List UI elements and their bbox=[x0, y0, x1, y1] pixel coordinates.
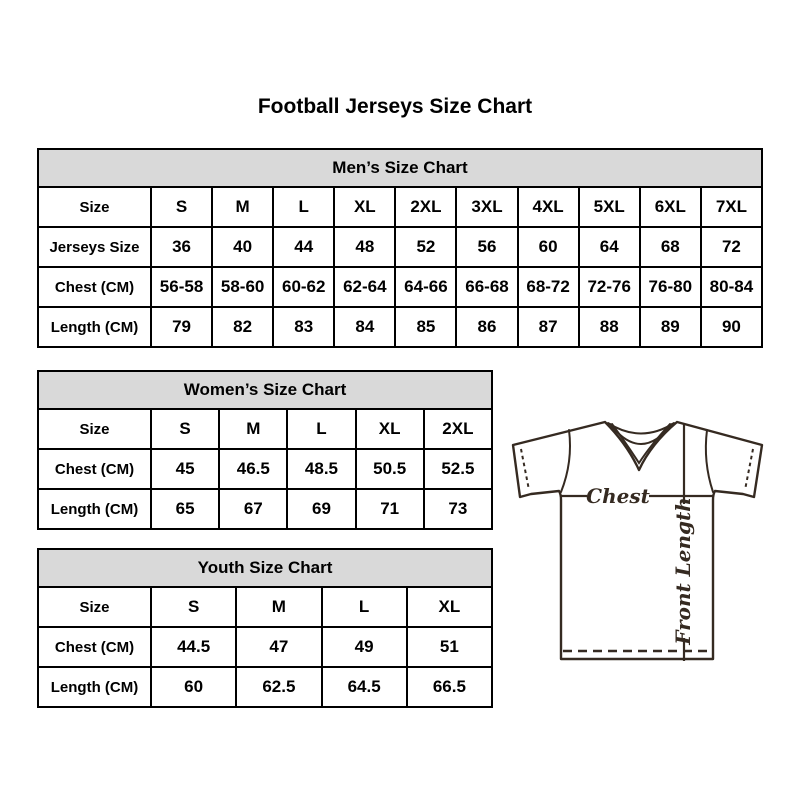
value-cell: 36 bbox=[151, 227, 212, 267]
table-row bbox=[38, 587, 492, 627]
table-title-row bbox=[38, 149, 762, 187]
value-cell: 65 bbox=[151, 489, 219, 529]
value-cell: 62.5 bbox=[236, 667, 321, 707]
table-row bbox=[38, 667, 492, 707]
value-cell: 52.5 bbox=[424, 449, 492, 489]
table-title-row bbox=[38, 549, 492, 587]
value-cell: 72-76 bbox=[579, 267, 640, 307]
value-cell: 62-64 bbox=[334, 267, 395, 307]
value-cell: 79 bbox=[151, 307, 212, 347]
value-cell: 51 bbox=[407, 627, 492, 667]
value-cell: 50.5 bbox=[356, 449, 424, 489]
row-header-cell: Size bbox=[38, 409, 151, 449]
value-cell: 7XL bbox=[701, 187, 762, 227]
value-cell: 84 bbox=[334, 307, 395, 347]
value-cell: 76-80 bbox=[640, 267, 701, 307]
value-cell: 88 bbox=[579, 307, 640, 347]
value-cell: 69 bbox=[287, 489, 355, 529]
value-cell: M bbox=[236, 587, 321, 627]
value-cell: 56 bbox=[456, 227, 517, 267]
value-cell: 85 bbox=[395, 307, 456, 347]
value-cell: 64-66 bbox=[395, 267, 456, 307]
front-length-label: Front Length bbox=[671, 497, 695, 645]
womens-size-chart-table bbox=[37, 370, 493, 530]
row-header-cell: Length (CM) bbox=[38, 667, 151, 707]
value-cell: 68 bbox=[640, 227, 701, 267]
table-row bbox=[38, 267, 762, 307]
value-cell: 90 bbox=[701, 307, 762, 347]
value-cell: 46.5 bbox=[219, 449, 287, 489]
value-cell: 67 bbox=[219, 489, 287, 529]
table-row bbox=[38, 449, 492, 489]
table-row bbox=[38, 409, 492, 449]
value-cell: 64 bbox=[579, 227, 640, 267]
value-cell: 73 bbox=[424, 489, 492, 529]
value-cell: 52 bbox=[395, 227, 456, 267]
value-cell: 2XL bbox=[395, 187, 456, 227]
jersey-outline bbox=[513, 422, 762, 659]
value-cell: L bbox=[322, 587, 407, 627]
value-cell: 6XL bbox=[640, 187, 701, 227]
value-cell: 64.5 bbox=[322, 667, 407, 707]
youth-size-chart-table bbox=[37, 548, 493, 708]
value-cell: XL bbox=[407, 587, 492, 627]
value-cell: 48.5 bbox=[287, 449, 355, 489]
value-cell: 47 bbox=[236, 627, 321, 667]
value-cell: 80-84 bbox=[701, 267, 762, 307]
value-cell: 45 bbox=[151, 449, 219, 489]
value-cell: 40 bbox=[212, 227, 273, 267]
value-cell: 83 bbox=[273, 307, 334, 347]
value-cell: XL bbox=[334, 187, 395, 227]
mens-size-chart-table bbox=[37, 148, 763, 348]
row-header-cell: Chest (CM) bbox=[38, 449, 151, 489]
jersey-measurement-diagram bbox=[500, 400, 780, 680]
value-cell: 68-72 bbox=[518, 267, 579, 307]
row-header-cell: Chest (CM) bbox=[38, 267, 151, 307]
table-row bbox=[38, 307, 762, 347]
row-header-cell: Size bbox=[38, 187, 151, 227]
value-cell: 60 bbox=[518, 227, 579, 267]
value-cell: 49 bbox=[322, 627, 407, 667]
value-cell: 72 bbox=[701, 227, 762, 267]
womens-table bbox=[37, 370, 493, 530]
row-header-cell: Length (CM) bbox=[38, 307, 151, 347]
table-title-row bbox=[38, 371, 492, 409]
value-cell: 44.5 bbox=[151, 627, 236, 667]
value-cell: 3XL bbox=[456, 187, 517, 227]
row-header-cell: Size bbox=[38, 587, 151, 627]
value-cell: 66.5 bbox=[407, 667, 492, 707]
womens-table-title: Women’s Size Chart bbox=[38, 371, 492, 409]
value-cell: XL bbox=[356, 409, 424, 449]
value-cell: 44 bbox=[273, 227, 334, 267]
value-cell: M bbox=[212, 187, 273, 227]
value-cell: S bbox=[151, 587, 236, 627]
value-cell: 58-60 bbox=[212, 267, 273, 307]
table-row bbox=[38, 627, 492, 667]
value-cell: 5XL bbox=[579, 187, 640, 227]
value-cell: S bbox=[151, 187, 212, 227]
row-header-cell: Chest (CM) bbox=[38, 627, 151, 667]
value-cell: L bbox=[273, 187, 334, 227]
value-cell: 48 bbox=[334, 227, 395, 267]
mens-table bbox=[37, 148, 763, 348]
table-row bbox=[38, 489, 492, 529]
mens-table-title: Men’s Size Chart bbox=[38, 149, 762, 187]
table-row bbox=[38, 187, 762, 227]
value-cell: 56-58 bbox=[151, 267, 212, 307]
value-cell: 66-68 bbox=[456, 267, 517, 307]
value-cell: 89 bbox=[640, 307, 701, 347]
row-header-cell: Length (CM) bbox=[38, 489, 151, 529]
youth-table-title: Youth Size Chart bbox=[38, 549, 492, 587]
row-header-cell: Jerseys Size bbox=[38, 227, 151, 267]
table-row bbox=[38, 227, 762, 267]
value-cell: L bbox=[287, 409, 355, 449]
value-cell: 87 bbox=[518, 307, 579, 347]
value-cell: 4XL bbox=[518, 187, 579, 227]
value-cell: M bbox=[219, 409, 287, 449]
page-title: Football Jerseys Size Chart bbox=[257, 95, 533, 118]
chest-label: Chest bbox=[586, 484, 650, 508]
youth-table bbox=[37, 548, 493, 708]
value-cell: 86 bbox=[456, 307, 517, 347]
value-cell: 71 bbox=[356, 489, 424, 529]
value-cell: 2XL bbox=[424, 409, 492, 449]
value-cell: 82 bbox=[212, 307, 273, 347]
value-cell: 60-62 bbox=[273, 267, 334, 307]
value-cell: 60 bbox=[151, 667, 236, 707]
value-cell: S bbox=[151, 409, 219, 449]
